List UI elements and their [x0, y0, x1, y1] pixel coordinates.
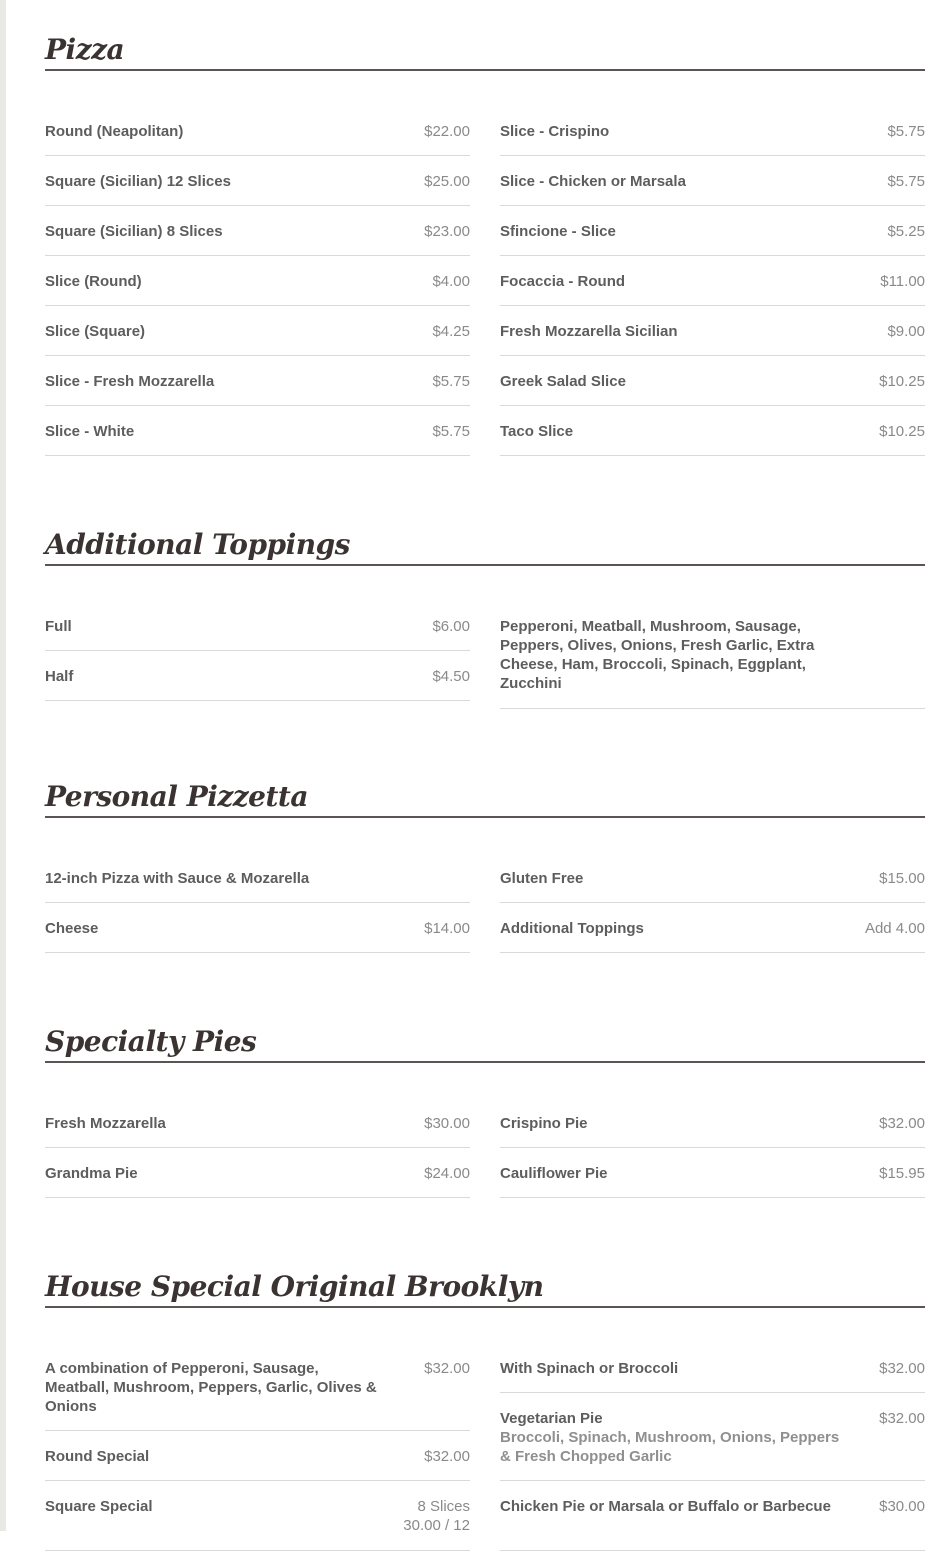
item-name: Taco Slice	[500, 423, 574, 440]
menu-item[interactable]	[500, 601, 925, 709]
menu-item[interactable]	[45, 1431, 470, 1481]
left-rail	[0, 0, 6, 1531]
menu-item[interactable]	[45, 1481, 470, 1551]
menu-item[interactable]	[500, 156, 925, 206]
section-title: Specialty Pies	[45, 1025, 257, 1058]
menu-column-left	[45, 1343, 470, 1551]
section-title: House Special Original Brooklyn	[45, 1270, 544, 1303]
menu-column-left	[45, 601, 470, 701]
menu-item[interactable]	[500, 853, 925, 903]
item-price: $32.00	[879, 1410, 925, 1427]
menu-item[interactable]	[500, 1481, 925, 1551]
item-name: A combination of Pepperoni, Sausage, Meatball, Mushroom, Peppers, Garlic, Olives & Onions	[45, 1360, 377, 1415]
menu-item[interactable]	[45, 1343, 470, 1431]
menu-item[interactable]	[45, 651, 470, 701]
item-name: Cauliflower Pie	[500, 1165, 608, 1182]
menu-item[interactable]	[500, 406, 925, 456]
item-name: Full	[45, 618, 72, 635]
item-name: Fresh Mozzarella Sicilian	[500, 323, 678, 340]
menu-item[interactable]	[500, 106, 925, 156]
item-price: $11.00	[880, 273, 925, 290]
item-name: Gluten Free	[500, 870, 584, 887]
item-price: $6.00	[432, 618, 470, 635]
item-price: $23.00	[424, 223, 470, 240]
menu-column-right	[500, 853, 925, 953]
menu-column-right	[500, 601, 925, 709]
item-price: 8 Slices 30.00 / 12	[403, 1498, 470, 1534]
menu-column-right	[500, 1343, 925, 1551]
menu-column-left	[45, 1098, 470, 1198]
item-name: Greek Salad Slice	[500, 373, 626, 390]
item-price: $5.75	[887, 123, 925, 140]
item-name: Fresh Mozzarella	[45, 1115, 166, 1132]
item-price: $24.00	[424, 1165, 470, 1182]
item-name: Slice - White	[45, 423, 135, 440]
menu-item[interactable]	[500, 356, 925, 406]
item-name: Chicken Pie or Marsala or Buffalo or Barbecue	[500, 1498, 831, 1515]
menu-item[interactable]	[45, 256, 470, 306]
menu-item[interactable]	[45, 156, 470, 206]
item-name: Slice - Fresh Mozzarella	[45, 373, 215, 390]
item-description: Broccoli, Spinach, Mushroom, Onions, Peppers & Fresh Chopped Garlic	[500, 1429, 840, 1465]
item-name: Slice (Square)	[45, 323, 146, 340]
item-price: $5.75	[432, 423, 470, 440]
item-name: Additional Toppings	[500, 920, 644, 937]
menu-item[interactable]	[45, 1098, 470, 1148]
item-name	[500, 1409, 840, 1466]
menu-item[interactable]	[500, 306, 925, 356]
item-name: With Spinach or Broccoli	[500, 1360, 679, 1377]
item-name: Square Special	[45, 1498, 153, 1515]
menu-item[interactable]	[45, 306, 470, 356]
menu-item[interactable]	[45, 106, 470, 156]
item-price: $14.00	[424, 920, 470, 937]
menu-column-right	[500, 106, 925, 456]
menu-item[interactable]	[45, 406, 470, 456]
menu-item[interactable]	[500, 1098, 925, 1148]
item-price: $32.00	[879, 1360, 925, 1377]
section-divider	[45, 1061, 925, 1063]
item-price: $10.25	[879, 423, 925, 440]
menu-item[interactable]	[45, 206, 470, 256]
section-divider	[45, 816, 925, 818]
menu-item[interactable]	[45, 601, 470, 651]
section-divider	[45, 564, 925, 566]
menu-item[interactable]	[45, 356, 470, 406]
menu-item[interactable]	[500, 256, 925, 306]
menu-item[interactable]	[500, 1343, 925, 1393]
section-divider	[45, 69, 925, 71]
item-name: Grandma Pie	[45, 1165, 138, 1182]
menu-column-left	[45, 853, 470, 953]
item-price: $15.95	[879, 1165, 925, 1182]
item-name: Square (Sicilian) 12 Slices	[45, 173, 231, 190]
item-price: $32.00	[424, 1360, 470, 1377]
item-price: $32.00	[879, 1115, 925, 1132]
section-title: Additional Toppings	[45, 528, 350, 561]
item-price: $25.00	[424, 173, 470, 190]
item-name: Sfincione - Slice	[500, 223, 616, 240]
item-price: $32.00	[424, 1448, 470, 1465]
item-price: $5.75	[887, 173, 925, 190]
item-name: Slice (Round)	[45, 273, 142, 290]
item-name: Cheese	[45, 920, 99, 937]
item-price: $15.00	[879, 870, 925, 887]
section-title: Personal Pizzetta	[45, 780, 309, 813]
item-name: Slice - Crispino	[500, 123, 610, 140]
menu-item[interactable]	[500, 1148, 925, 1198]
item-price: Add 4.00	[864, 920, 925, 937]
section-divider	[45, 1306, 925, 1308]
item-price: $5.25	[887, 223, 925, 240]
menu-item[interactable]	[45, 903, 470, 953]
menu-item[interactable]	[500, 903, 925, 953]
menu-item[interactable]	[500, 1393, 925, 1481]
item-price: $5.75	[432, 373, 470, 390]
item-name: Round (Neapolitan)	[45, 123, 184, 140]
item-name: Half	[45, 668, 74, 685]
menu-column-right	[500, 1098, 925, 1198]
item-title: Vegetarian Pie	[500, 1410, 603, 1427]
item-name: 12-inch Pizza with Sauce & Mozarella	[45, 870, 310, 887]
item-price: $22.00	[424, 123, 470, 140]
item-name: Pepperoni, Meatball, Mushroom, Sausage, Peppers, Olives, Onions, Fresh Garlic, Extra Cheese, Ham, Broccoli, Spinach, Eggplant, Zucchini	[500, 618, 815, 692]
menu-item[interactable]	[45, 1148, 470, 1198]
item-price: $30.00	[879, 1498, 925, 1515]
section-title: Pizza	[45, 33, 125, 66]
item-price: $4.00	[432, 273, 470, 290]
item-name: Round Special	[45, 1448, 150, 1465]
item-name: Slice - Chicken or Marsala	[500, 173, 686, 190]
menu-item[interactable]	[500, 206, 925, 256]
item-name: Crispino Pie	[500, 1115, 588, 1132]
item-name: Focaccia - Round	[500, 273, 626, 290]
menu-item[interactable]	[45, 853, 470, 903]
item-name: Square (Sicilian) 8 Slices	[45, 223, 223, 240]
item-price: $10.25	[879, 373, 925, 390]
item-price: $30.00	[424, 1115, 470, 1132]
item-price: $9.00	[887, 323, 925, 340]
item-price: $4.50	[432, 668, 470, 685]
item-price: $4.25	[432, 323, 470, 340]
menu-column-left	[45, 106, 470, 456]
